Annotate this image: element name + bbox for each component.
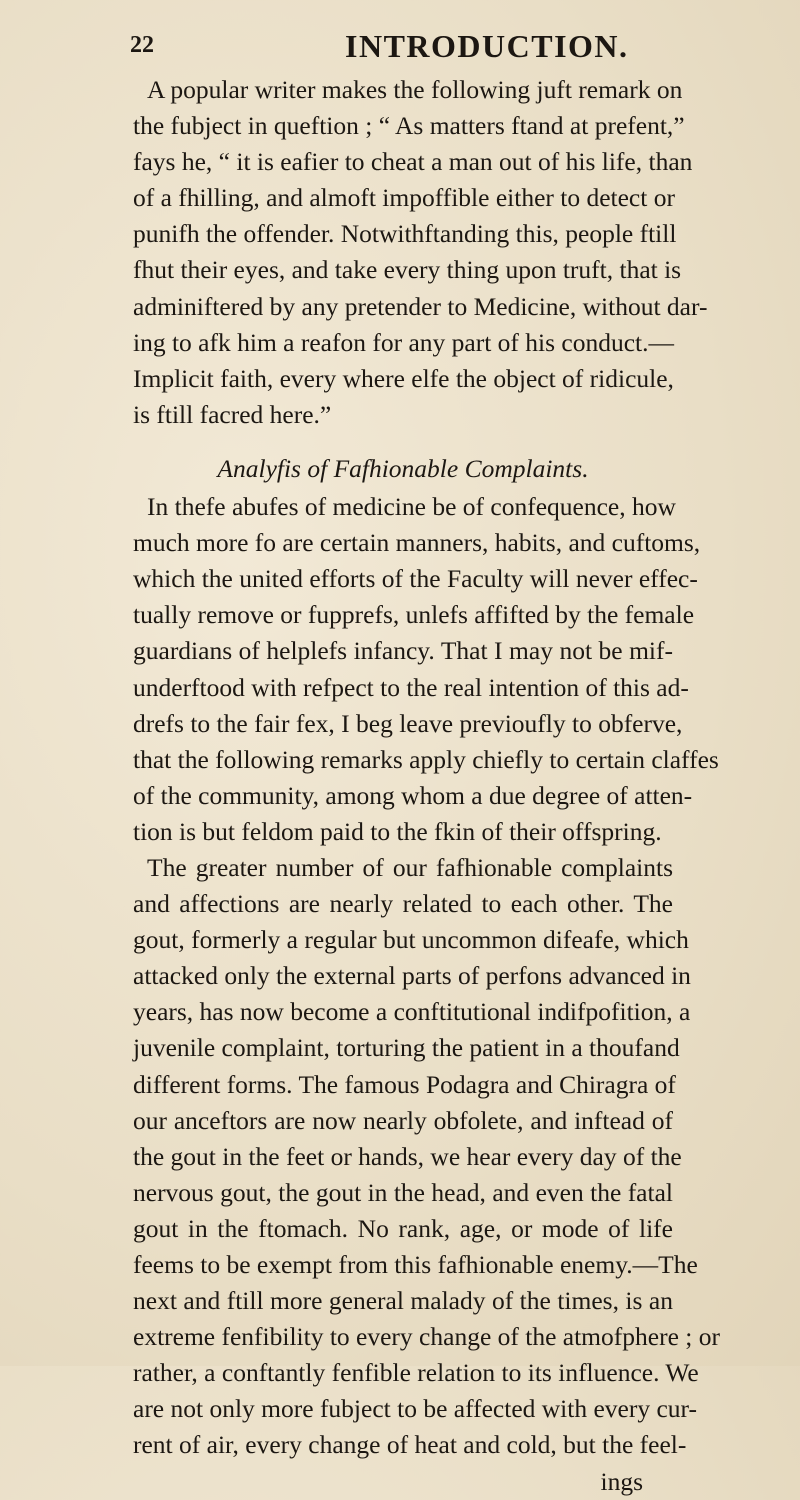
section-heading: Analyfis of Fafhionable Complaints. [217,453,589,483]
page-number: 22 [130,32,154,58]
text-line: different forms. The famous Podagra and Chiragra of [133,1069,676,1099]
running-head [130,28,740,68]
running-title: INTRODUCTION. [345,28,629,64]
paragraph-abuses [133,489,719,850]
text-line: gout, formerly a regular but uncommon difeafe, which [133,925,689,955]
text-line: fhut their eyes, and take every thing upon truft, that is [133,255,682,285]
text-line: punifh the offender. Notwithftanding this, people ftill [133,219,677,249]
text-line: next and ftill more general malady of the times, is an [133,1286,673,1316]
text-line: rather, a conftantly fenfible relation to its influence. We [133,1358,699,1388]
body-text [133,72,720,1500]
text-line: The greater number of our fafhionable complaints [147,852,673,882]
text-line: the fubject in queftion ; “ As matters ftand at prefent,” [133,111,685,141]
text-line: drefs to the fair fex, I beg leave previoufly to obferve, [133,708,683,738]
text-line: fays he, “ it is eafier to cheat a man out of his life, than [133,147,693,177]
text-line: juvenile complaint, torturing the patient in a thoufand [133,1033,680,1063]
text-line: guardians of helplefs infancy. That I may not be mif- [133,636,673,666]
text-line: the gout in the feet or hands, we hear every day of the [133,1141,682,1171]
text-line: extreme fenfibility to every change of the atmofphere ; or [133,1322,720,1352]
text-line: Implicit faith, every where elfe the object of ridicule, [133,363,674,393]
text-line: nervous gout, the gout in the head, and even the fatal [133,1177,673,1207]
text-line: are not only more fubject to be affected with every cur- [133,1394,698,1424]
paragraph-quote [133,72,708,433]
text-line: tually remove or fupprefs, unlefs affifted by the female [133,600,695,630]
text-line: In thefe abufes of medicine be of confequence, how [147,492,676,522]
text-line: is ftill facred here.” [133,399,332,429]
text-line: tion is but feldom paid to the fkin of their offspring. [133,816,662,846]
text-line: much more fo are certain manners, habits, and cuftoms, [133,528,701,558]
text-line: years, has now become a conftitutional indifpofition, a [133,997,691,1027]
text-line: ing to afk him a reafon for any part of his conduct.— [133,327,675,357]
text-line: attacked only the external parts of perfons advanced in [133,961,691,991]
paragraph-gout [133,850,720,1464]
text-line: our anceftors are now nearly obfolete, and inftead of [133,1105,673,1135]
text-line: A popular writer makes the following juft remark on [147,75,683,104]
text-line: feems to be exempt from this fafhionable enemy.—The [133,1250,698,1279]
catchword: ings [600,1466,643,1496]
text-line: adminiftered by any pretender to Medicine, without dar- [133,291,708,321]
text-line: which the united efforts of the Faculty will never effec- [133,564,698,594]
text-line: rent of air, every change of heat and cold, but the feel- [133,1430,687,1460]
text-line: gout in the ftomach. No rank, age, or mode of life [133,1213,673,1243]
text-line: underftood with refpect to the real intention of this ad- [133,672,689,702]
text-line: of the community, among whom a due degree of atten- [133,780,693,810]
text-line: and affections are nearly related to each other. The [133,889,673,919]
text-line: of a fhilling, and almoft impoffible either to detect or [133,183,675,213]
text-line: that the following remarks apply chiefly to certain claffes [133,744,719,774]
